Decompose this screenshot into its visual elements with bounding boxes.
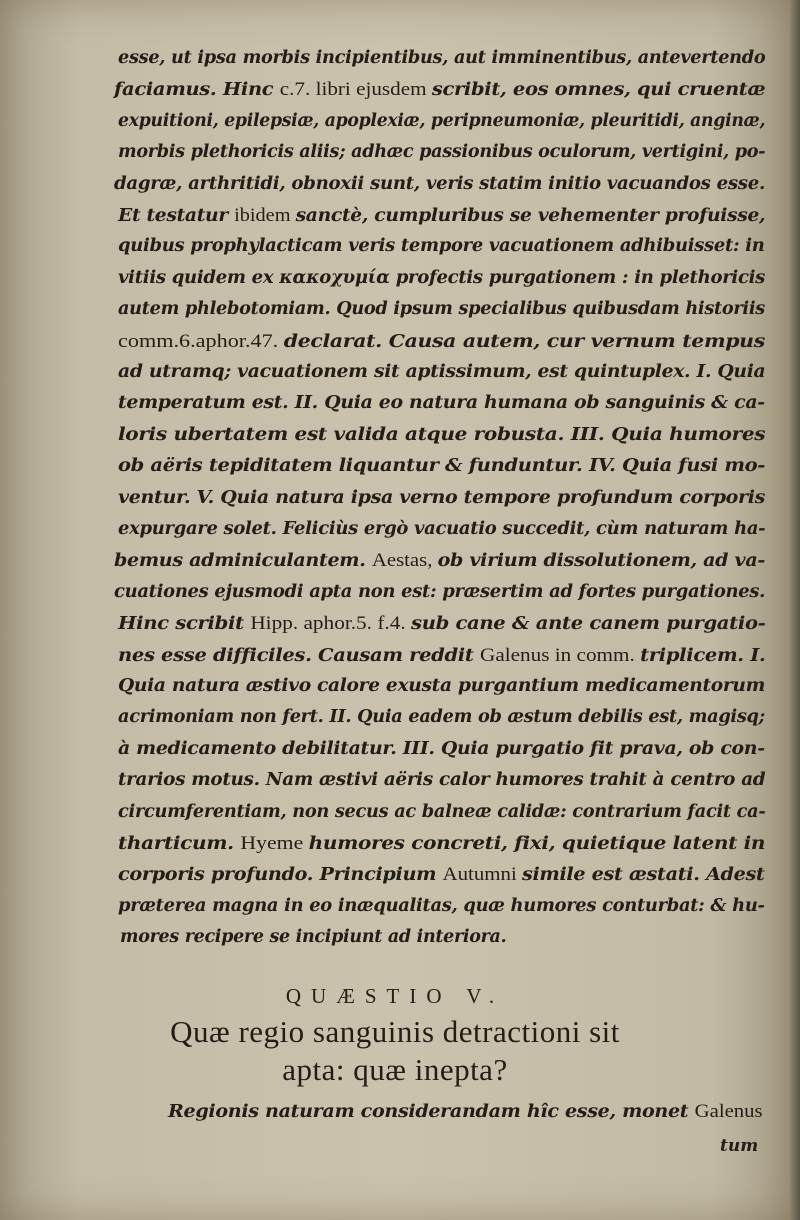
- text-line: [118, 703, 765, 732]
- text-segment: comm.6.aphor.47.: [118, 330, 284, 352]
- text-line: [118, 892, 765, 921]
- text-segment: declarat. Causa autem, cur vernum tempus: [283, 331, 765, 352]
- text-segment: c.7. libri ejusdem: [279, 79, 432, 101]
- text-line: [118, 515, 765, 544]
- text-segment: cuationes ejusmodi apta non est: præsertim ad fortes purgationes.: [114, 581, 766, 602]
- text-line: [118, 766, 765, 795]
- text-segment: autem phlebotomiam. Quod ipsum specialibus quibusdam historiis: [118, 299, 765, 320]
- text-line: [118, 327, 765, 356]
- text-segment: ob aëris tepiditatem liquantur & funduntur. IV. Quia fusi mo-: [118, 456, 766, 477]
- text-line: [118, 264, 765, 293]
- text-segment: acrimoniam non fert. II. Quia eadem ob æstum debilis est, magisq;: [118, 707, 765, 728]
- text-segment: Galenus in comm.: [480, 644, 641, 666]
- text-segment: ibidem: [234, 205, 296, 226]
- question-title-line-1: Quæ regio sanguinis detractioni sit: [170, 1014, 620, 1049]
- text-segment: Aestas,: [371, 550, 438, 572]
- text-segment: tharticum.: [118, 834, 241, 854]
- text-line: [118, 672, 765, 701]
- text-segment: scribit, eos omnes, qui cruentæ: [431, 80, 766, 101]
- text-segment: nes esse difficiles. Causam reddit: [118, 645, 481, 666]
- page-edge: [790, 0, 800, 1220]
- text-segment: Hyeme: [240, 833, 309, 854]
- text-segment: morbis plethoricis aliis; adhæc passionibus oculorum, vertigini, po-: [118, 142, 766, 163]
- text-segment: Galenus: [694, 1101, 763, 1122]
- text-line: [118, 735, 765, 764]
- question-heading: QUÆSTIO V.: [285, 984, 505, 1008]
- text-line: [118, 860, 765, 889]
- text-segment: triplicem. I.: [640, 645, 766, 666]
- text-line: [114, 170, 765, 199]
- question-title-line-2: apta: quæ inepta?: [282, 1052, 508, 1087]
- text-segment: mores recipere se incipiunt ad interiora.: [120, 927, 507, 948]
- text-line: [118, 421, 765, 450]
- text-segment: Et testatur: [118, 206, 235, 226]
- text-segment: à medicamento debilitatur. III. Quia purgatio fit prava, ob con-: [118, 738, 765, 759]
- catchword: tum: [720, 1136, 759, 1156]
- text-line-final: [168, 1097, 763, 1126]
- text-segment: ventur. V. Quia natura ipsa verno tempore profundum corporis: [118, 487, 766, 508]
- text-segment: expurgare solet. Feliciùs ergò vacuatio succedit, cùm naturam ha-: [118, 519, 766, 539]
- text-segment: corporis profundo. Principium: [118, 865, 443, 886]
- text-line: [114, 75, 765, 104]
- text-line: [120, 923, 800, 952]
- text-line: [118, 609, 766, 638]
- text-segment: temperatum est. II. Quia eo natura humana ob sanguinis & ca-: [118, 393, 765, 414]
- text-line: [118, 107, 765, 136]
- text-line: [118, 452, 765, 481]
- text-segment: sanctè, cumpluribus se vehementer profuisse,: [295, 206, 766, 226]
- text-segment: expuitioni, epilepsiæ, apoplexiæ, peripneumoniæ, pleuritidi, anginæ,: [118, 110, 766, 131]
- text-line: [118, 484, 765, 513]
- text-segment: Hipp. aphor.5. f.4.: [250, 613, 411, 635]
- text-segment: ad utramq; vacuationem sit aptissimum, est quintuplex. I. Quia: [118, 362, 766, 382]
- text-line: [118, 44, 765, 73]
- text-line: [118, 358, 765, 387]
- text-segment: simile est æstati. Adest: [521, 865, 765, 886]
- text-segment: sub cane & ante canem purgatio-: [410, 614, 766, 635]
- text-segment: præterea magna in eo inæqualitas, quæ humores conturbat: & hu-: [118, 895, 765, 916]
- text-segment: ob virium dissolutionem, ad va-: [437, 551, 766, 572]
- text-segment: faciamus. Hinc: [114, 80, 280, 101]
- text-segment: dagræ, arthritidi, obnoxii sunt, veris statim initio vacuandos esse.: [114, 173, 765, 194]
- text-line: [118, 798, 765, 827]
- text-segment: esse, ut ipsa morbis incipientibus, aut imminentibus, antevertendo: [118, 48, 766, 68]
- text-segment: Quia natura æstivo calore exusta purgantium medicamentorum: [118, 676, 766, 696]
- text-segment: quibus prophylacticam veris tempore vacuationem adhibuisset: in: [118, 236, 765, 257]
- text-line: [118, 201, 765, 230]
- text-line: [114, 578, 765, 607]
- text-line: [114, 546, 765, 575]
- text-segment: bemus adminiculantem.: [114, 551, 372, 572]
- text-segment: humores concreti, fixi, quietique latent in: [308, 834, 766, 854]
- text-segment: circumferentiam, non secus ac balneæ calidæ: contrarium facit ca-: [118, 801, 766, 822]
- text-line: [118, 295, 765, 324]
- text-line: [118, 138, 765, 167]
- text-line: [118, 232, 765, 261]
- text-segment: vitiis quidem ex κακοχυμία profectis purgationem : in plethoricis: [118, 267, 766, 288]
- text-segment: trarios motus. Nam æstivi aëris calor humores trahit à centro ad: [118, 770, 766, 791]
- text-segment: Regionis naturam considerandam hîc esse, monet: [168, 1102, 695, 1122]
- text-line: [118, 389, 765, 418]
- text-segment: Hinc scribit: [118, 614, 251, 635]
- text-line: [118, 829, 765, 858]
- text-segment: loris ubertatem est valida atque robusta. III. Quia humores: [118, 424, 766, 445]
- text-segment: Autumni: [442, 864, 522, 886]
- text-line: [118, 641, 765, 670]
